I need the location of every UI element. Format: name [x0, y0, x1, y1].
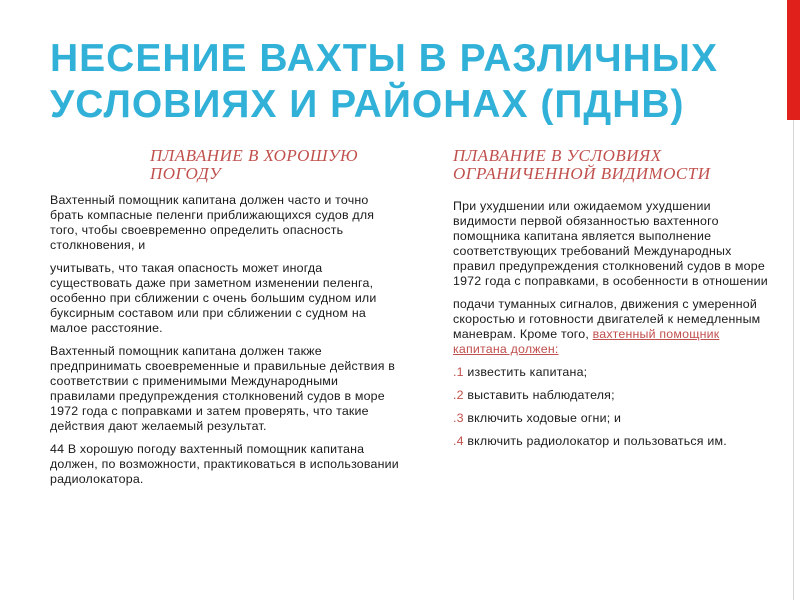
title-line-2: УСЛОВИЯХ И РАЙОНАХ [50, 83, 541, 126]
slide-title [50, 36, 740, 128]
list-item-2 [453, 388, 773, 403]
list-item-1 [453, 365, 773, 380]
divider-line [793, 120, 794, 600]
right-column [453, 147, 773, 457]
left-paragraph-4: 44 В хорошую погоду вахтенный помощник капитана должен, по возможности, практиковаться в использовании радиолокатора. [50, 442, 399, 486]
title-line-1: НЕСЕНИЕ ВАХТЫ В РАЗЛИЧНЫХ [50, 37, 719, 80]
list-item-4-num: .4 [453, 434, 464, 448]
right-paragraph-2-text: подачи туманных сигналов, движения с умеренной скоростью и готовности двигателей к немедленным маневрам. Кроме того, [453, 297, 761, 341]
list-item-4 [453, 434, 773, 449]
left-paragraph-2: учитывать, что такая опасность может иногда существовать даже при заметном изменении пеленга, особенно при сближении с очень большим судном или буксирным составом или при сближении с судном на малое расстояние. [50, 261, 377, 335]
left-body [50, 193, 400, 487]
right-heading: ПЛАВАНИЕ В УСЛОВИЯХ ОГРАНИЧЕННОЙ ВИДИМОСТИ [453, 146, 711, 183]
right-paragraph-1: При ухудшении или ожидаемом ухудшении видимости первой обязанностью вахтенного помощника капитана является выполнение соответствующих требований Международных правил предупреждения столкновений судов в море 1972 года с поправками, в особенности в отношении [453, 199, 768, 288]
list-item-3-text: включить ходовые огни; и [463, 411, 622, 425]
right-paragraph-2 [453, 297, 773, 357]
list-item-2-text: выставить наблюдателя; [463, 388, 615, 402]
accent-bar [787, 0, 800, 120]
list-item-4-text: включить радиолокатор и пользоваться им. [463, 434, 727, 448]
list-item-2-num: .2 [453, 388, 464, 402]
list-item-1-num: .1 [453, 365, 464, 379]
left-paragraph-3: Вахтенный помощник капитана должен также предпринимать своевременные и правильные действия в соответствии с применимыми Международными правилами предупреждения столкновений судов в море 1972 года с поправками и затем проверять, что такие действия дают желаемый результат. [50, 344, 396, 433]
left-heading: ПЛАВАНИЕ В ХОРОШУЮ ПОГОДУ [150, 146, 359, 183]
list-item-3-num: .3 [453, 411, 464, 425]
right-body [453, 199, 773, 449]
list-item-3 [453, 411, 773, 426]
right-paragraph-2-link[interactable]: вахтенный помощник капитана должен: [453, 327, 720, 356]
title-paren-close: ) [670, 83, 685, 126]
title-paren-open: ( [540, 83, 555, 126]
left-column [50, 147, 400, 495]
left-paragraph-1: Вахтенный помощник капитана должен часто и точно брать компасные пеленги приближающихся судов для того, чтобы своевременно определить опасность столкновения, и [50, 193, 375, 252]
list-item-1-text: известить капитана; [463, 365, 588, 379]
title-abbrev: ПДНВ [554, 83, 671, 126]
